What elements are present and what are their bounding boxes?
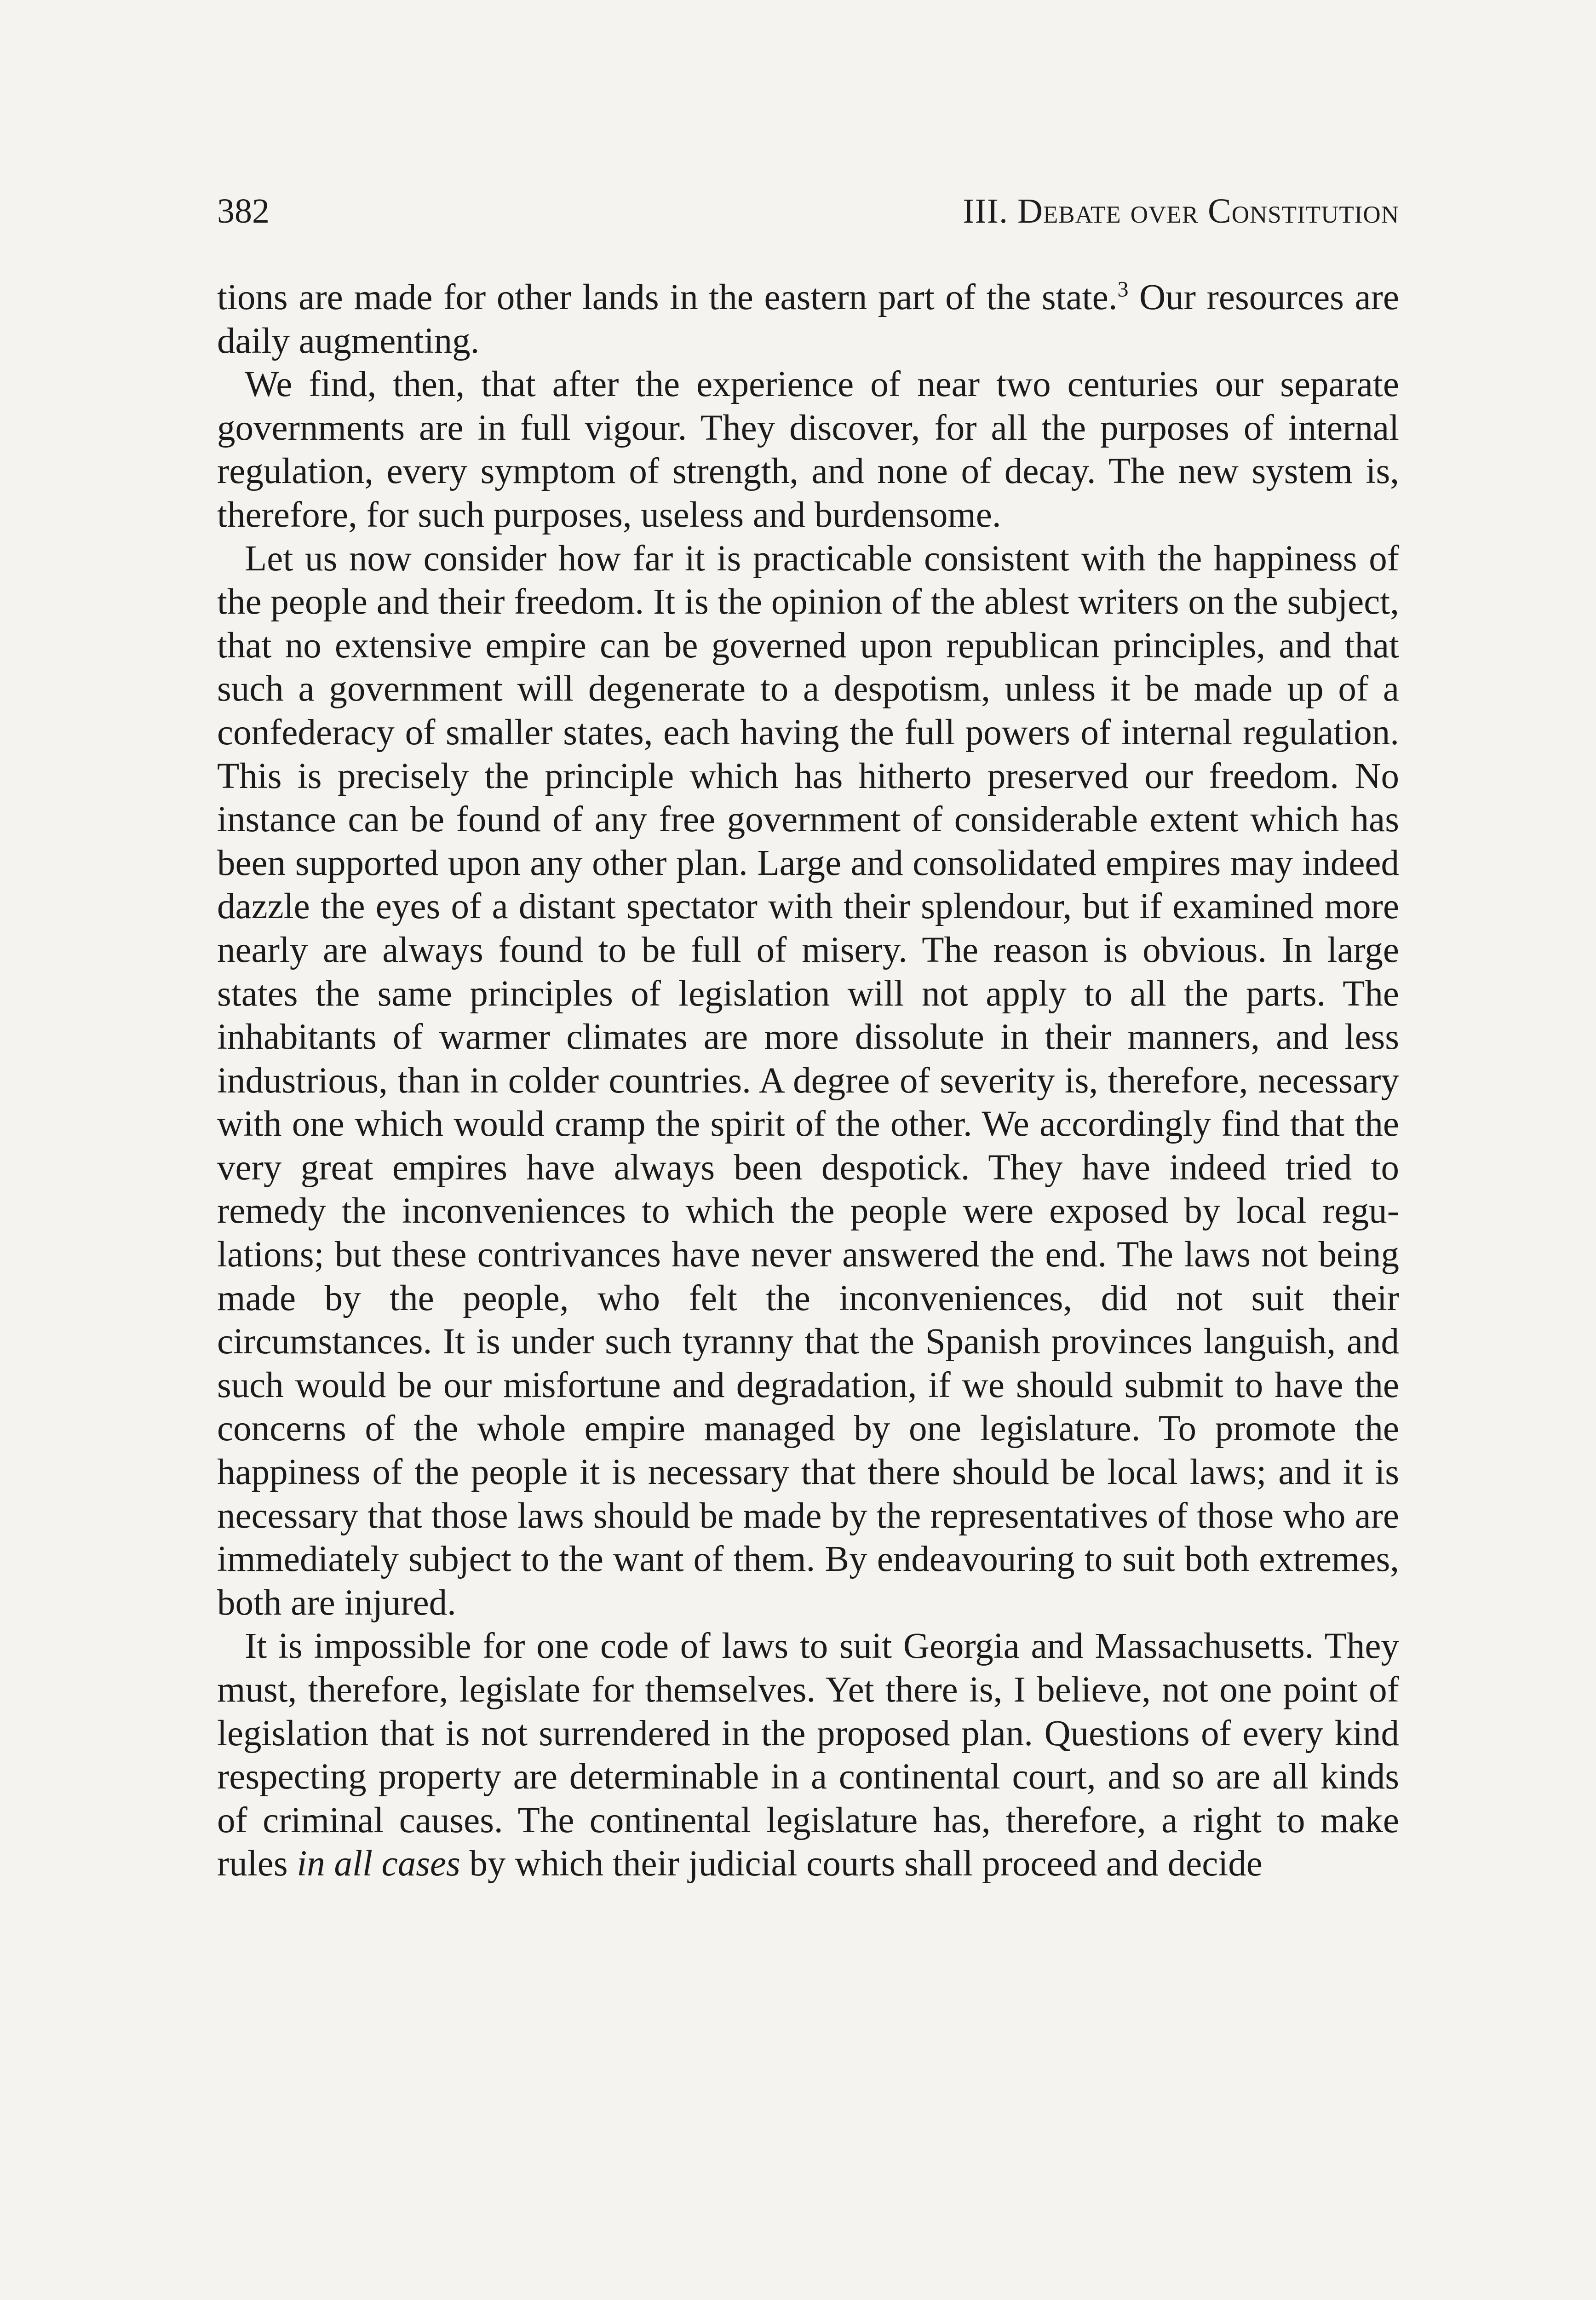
running-head: III. Debate over Constitution: [963, 192, 1399, 230]
italic-phrase: in all cases: [297, 1844, 460, 1884]
paragraph-1-text: tions are made for other lands in the eastern part of the state.: [217, 277, 1118, 317]
paragraph-4-text: It is impossible for one code of laws to suit Georgia and Massachusetts. They must, therefore, legislate for themselves. Yet there is, I believe, not one point of legislation that is not surrendered in the proposed plan. Questions of every kind respecting property are determinable in a continental court, and so are all kinds of criminal causes. The continental legislature has, therefore, a right to make rules: [217, 1626, 1399, 1884]
paragraph-1-tail: Our resources are daily augmenting.: [217, 277, 1399, 361]
paragraph-1: [217, 276, 1399, 363]
paragraph-2: We find, then, that after the experience of near two centuries our separate governments are in full vigour. They discover, for all the purposes of internal regulation, every symptom of strength, and none of decay. The new system is, therefore, for such purposes, useless and burdensome.: [217, 364, 1399, 535]
paragraph-4: [217, 1625, 1399, 1886]
body-text: [217, 276, 1399, 1886]
page-number: 382: [217, 192, 270, 230]
paragraph-4-tail: by which their judicial courts shall proceed and decide: [460, 1844, 1263, 1884]
footnote-marker: 3: [1117, 277, 1129, 302]
page-header: [217, 186, 1399, 236]
paragraph-3: Let us now consider how far it is practicable consistent with the happiness of the people and their freedom. It is the opinion of the ablest writers on the subject, that no extensive empire can be governed upon republican principles, and that such a government will degenerate to a despotism, unless it be made up of a confederacy of smaller states, each having the full powers of internal regulation. This is precisely the principle which has hitherto preserved our freedom. No instance can be found of any free government of considerable extent which has been supported upon any other plan. Large and consolidated empires may indeed dazzle the eyes of a distant spectator with their splendour, but if examined more nearly are always found to be full of misery. The reason is obvious. In large states the same principles of legislation will not apply to all the parts. The inhabitants of warmer climates are more dissolute in their manners, and less industrious, than in colder countries. A degree of severity is, therefore, necessary with one which would cramp the spirit of the other. We accordingly find that the very great empires have always been despotick. They have indeed tried to remedy the inconveniences to which the people were exposed by local regulations; but these contrivances have never answered the end. The laws not being made by the people, who felt the inconveniences, did not suit their circumstances. It is under such tyranny that the Spanish provinces languish, and such would be our misfortune and degradation, if we should submit to have the concerns of the whole empire managed by one legislature. To promote the happiness of the people it is necessary that there should be local laws; and it is necessary that those laws should be made by the representatives of those who are immediately subject to the want of them. By endeavouring to suit both extremes, both are injured.: [217, 538, 1399, 1623]
